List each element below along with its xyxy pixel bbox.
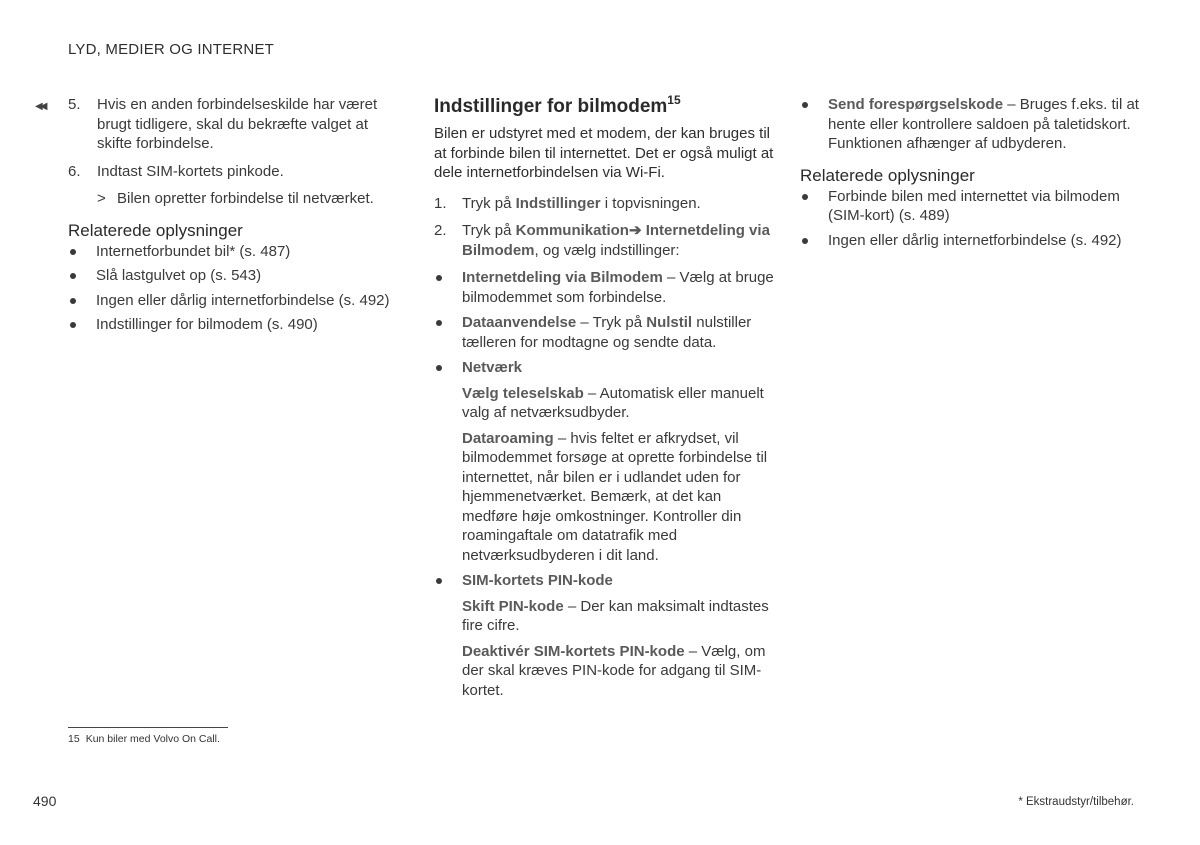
step-item [35,95,400,154]
arrow-right-icon: ➔ [628,222,642,239]
option-item: Send forespørgselskode – Bruges f.eks. til at hente eller kontrollere saldoen på taletidskort. Funktionen afhænger af udbyderen. [800,95,1140,154]
option-item [434,358,774,378]
section-intro: Bilen er udstyret med et modem, der kan bruges til at forbinde bilen til internettet. Det er også muligt at dele internetforbindelsen via Wi-Fi. [434,125,774,181]
ui-term: Nulstil [646,314,693,331]
page-number: 490 [33,793,57,809]
related-link[interactable]: Ingen eller dårlig internetforbindelse (s. 492) [800,231,1140,251]
step-number: 6. [68,162,81,180]
option-term: Dataanvendelse [462,314,577,331]
sub-option: Dataroaming – hvis feltet er afkrydset, vil bilmodemmet forsøge at oprette forbindelse til internettet, når bilen er i udlandet uden for hjemmenetværket. Bemærk, at det kan medføre høje omkostninger. Kontroller din roamingaftale om datatrafik med netværksudbyderen i dit land. [462,429,768,564]
bullet-icon [70,298,76,304]
result-marker: > [97,190,106,207]
option-term: SIM-kortets PIN-kode [462,572,613,589]
option-term: Netværk [462,359,523,376]
related-link[interactable]: Indstillinger for bilmodem (s. 490) [68,315,400,335]
related-list [800,187,1140,251]
option-term: Internetdeling via Bilmodem [462,269,663,286]
bullet-icon [70,249,76,255]
bullet-icon [436,275,442,281]
related-link[interactable]: Internetforbundet bil* (s. 487) [68,242,400,262]
footnote-number: 15 [68,733,80,745]
ui-term: Kommunikation [515,222,629,239]
step-result [35,189,400,209]
back-arrow-icon[interactable]: ◀◀ [35,101,45,112]
column-middle [434,95,774,706]
bullet-icon [70,273,76,279]
result-text: Bilen opretter forbindelse til netværket. [117,190,374,207]
step-number: 1. [434,194,447,212]
ui-term: Indstillinger [515,194,601,212]
footnote-ref[interactable]: 15 [667,93,681,107]
option-item: Dataanvendelse – Tryk på Nulstil nulstiller tælleren for modtagne og sendte data. [434,313,774,352]
related-link[interactable]: Slå lastgulvet op (s. 543) [68,266,400,286]
option-term: Skift PIN-kode [462,597,564,615]
bullet-icon [802,238,808,244]
step-number: 2. [434,222,447,239]
sub-option: Deaktivér SIM-kortets PIN-kode – Vælg, om der skal kræves PIN-kode for adgang til SIM-kortet. [462,642,766,699]
related-list [35,242,400,335]
option-item [434,571,774,591]
bullet-icon [436,365,442,371]
page-header: LYD, MEDIER OG INTERNET [68,41,275,58]
section-title: Indstillinger for bilmodem$^{15}$ [434,93,681,117]
option-item: Internetdeling via Bilmodem – Vælg at bruge bilmodemmet som forbindelse. [434,268,774,307]
column-left [35,95,400,340]
bullet-icon [70,322,76,328]
related-heading: Relaterede oplysninger [68,220,243,240]
related-link[interactable]: Forbinde bilen med internettet via bilmodem (SIM-kort) (s. 489) [800,187,1140,226]
footnote-divider [68,727,228,728]
sub-option: Vælg teleselskab – Automatisk eller manuelt valg af netværksudbyder. [462,384,764,421]
ui-term: Internetdeling via Bilmodem [462,222,770,259]
related-link[interactable]: Ingen eller dårlig internetforbindelse (s. 492) [68,291,400,311]
option-term: Send forespørgselskode [828,96,1004,113]
step-number: 5. [68,96,81,113]
related-heading: Relaterede oplysninger [800,165,975,185]
step-item [35,162,400,182]
step-item: 2. Tryk på Kommunikation➔ Internetdeling via Bilmodem, og vælg indstillinger: [434,222,770,259]
option-term: Dataroaming [462,429,554,447]
step-text: Hvis en anden forbindelseskilde har været brugt tidligere, skal du bekræfte valget at skifte forbindelse. [97,96,378,152]
column-right [800,95,1140,255]
step-item: 1. Tryk på Indstillinger i topvisningen. [434,194,701,212]
footnote-text: Kun biler med Volvo On Call. [85,733,220,745]
bullet-icon [802,194,808,200]
option-term: Vælg teleselskab [462,384,584,402]
step-text: Indtast SIM-kortets pinkode. [97,162,284,180]
bullet-icon [436,320,442,326]
accessory-note: * Ekstraudstyr/tilbehør. [1018,796,1134,808]
footnote [68,733,220,746]
option-term: Deaktivér SIM-kortets PIN-kode [462,642,685,660]
sub-option: Skift PIN-kode – Der kan maksimalt indtastes fire cifre. [462,597,769,634]
bullet-icon [436,578,442,584]
bullet-icon [802,102,808,108]
